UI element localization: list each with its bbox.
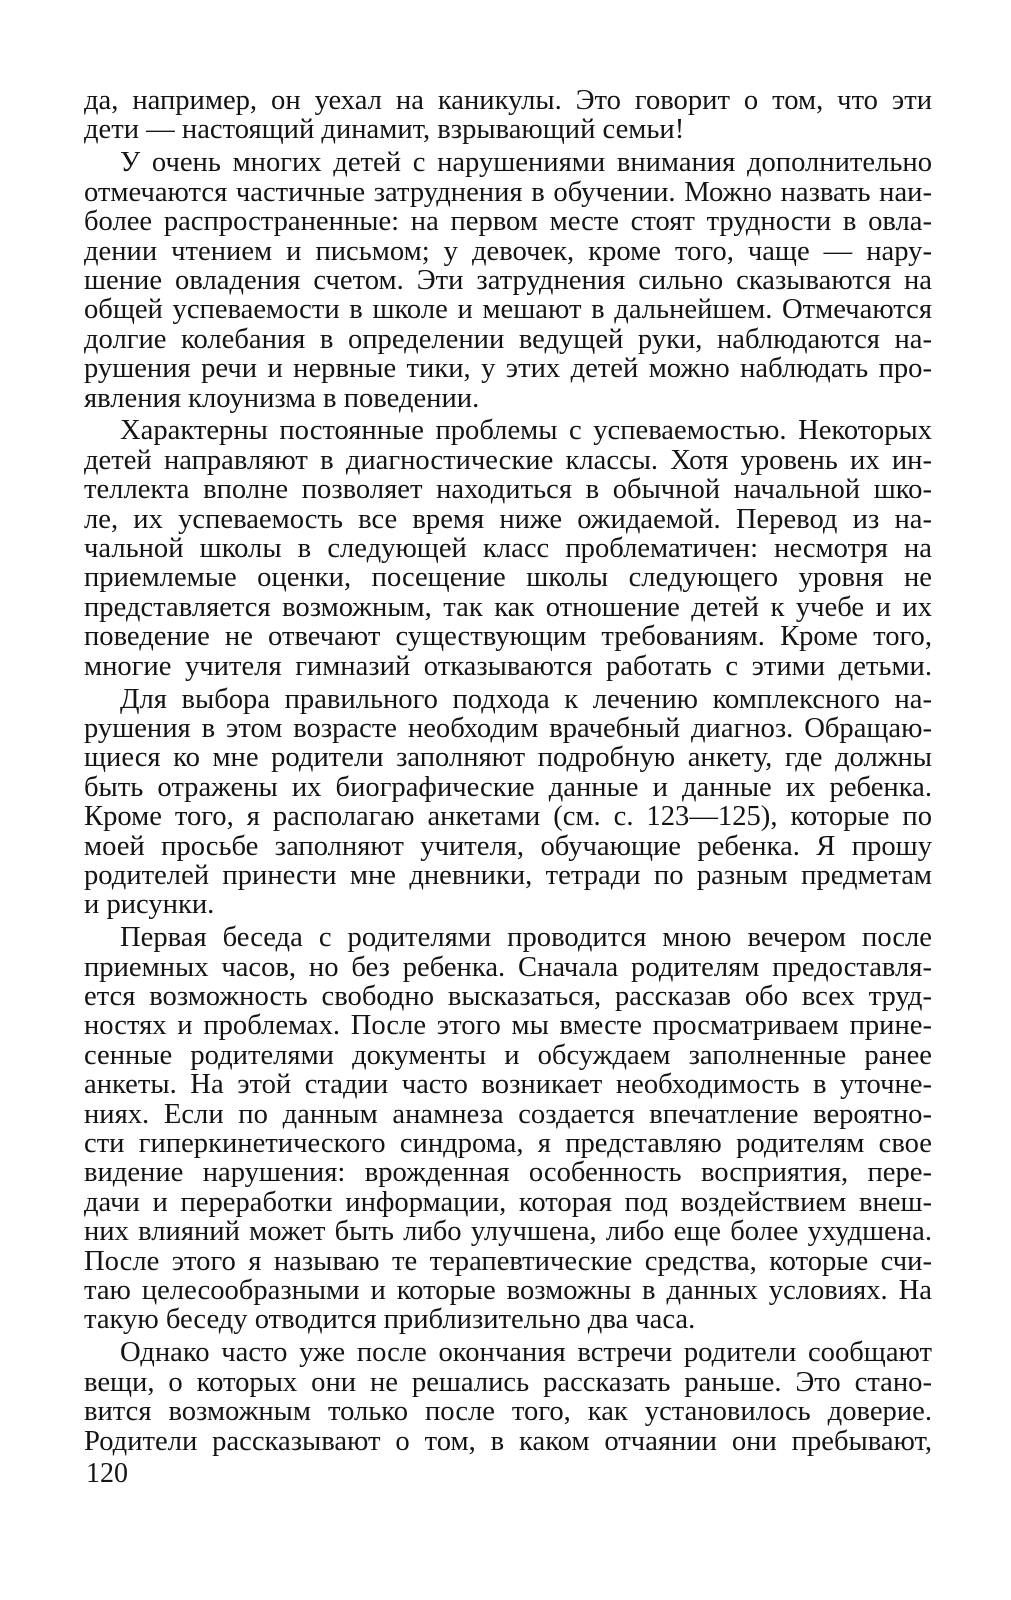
text-line: анкеты. На этой стадии часто возникает необходимость в уточне- (84, 1069, 932, 1101)
text-line: рушения речи и нервные тики, у этих детей можно наблюдать про- (84, 353, 932, 385)
text-line: теллекта вполне позволяет находиться в обычной начальной шко- (84, 474, 932, 506)
text-line: Характерны постоянные проблемы с успеваемостью. Некоторых (120, 415, 932, 447)
text-line: быть отражены их биографические данные и данные их ребенка. (84, 771, 932, 803)
text-line: более распространенные: на первом месте стоят трудности в овла- (84, 206, 932, 238)
text-line: такую беседу отводится приблизительно два часа. (84, 1304, 696, 1336)
text-line: представляется возможным, так как отношение детей к учебе и их (84, 591, 932, 623)
text-line: рушения в этом возрасте необходим врачебный диагноз. Обращаю- (84, 712, 932, 744)
text-line: родителей принести мне дневники, тетради по разным предметам (84, 859, 932, 891)
text-line: таю целесообразными и которые возможны в данных условиях. На (84, 1275, 932, 1306)
text-line: ностях и проблемах. После этого мы вместе просматриваем прине- (84, 1010, 932, 1042)
text-line: ле, их успеваемость все время ниже ожидаемой. Перевод из на- (84, 503, 932, 535)
text-line: них влияний может быть либо улучшена, либо еще более ухудшена. (84, 1216, 932, 1248)
text-line: дети — настоящий динамит, взрывающий семьи! (84, 114, 685, 146)
text-line: Для выбора правильного подхода к лечению комплексного на- (120, 683, 932, 715)
text-line: дачи и переработки информации, которая под воздействием внеш- (84, 1186, 932, 1218)
text-line: долгие колебания в определении ведущей руки, наблюдаются на- (84, 323, 932, 355)
text-line: вещи, о которых они не решались рассказать раньше. Это стано- (84, 1366, 932, 1398)
text-line: отмечаются частичные затруднения в обучении. Можно назвать наи- (84, 176, 932, 208)
text-line: да, например, он уехал на каникулы. Это говорит о том, что эти (84, 85, 932, 116)
text-line: У очень многих детей с нарушениями внимания дополнительно (120, 147, 932, 179)
text-line: Однако часто уже после окончания встречи родители сообщают (120, 1337, 932, 1369)
text-line: сенные родителями документы и обсуждаем заполненные ранее (84, 1039, 932, 1071)
text-line: поведение не отвечают существующим требованиям. Кроме того, (84, 621, 932, 653)
text-line: сти гиперкинетического синдрома, я представляю родителям свое (84, 1128, 932, 1160)
text-line: ниях. Если по данным анамнеза создается впечатление вероятно- (84, 1098, 932, 1130)
text-line: приемных часов, но без ребенка. Сначала родителям предоставля- (84, 951, 932, 983)
page-body (84, 86, 932, 1456)
text-line: щиеся ко мне родители заполняют подробную анкету, где должны (84, 742, 932, 774)
text-line: общей успеваемости в школе и мешают в дальнейшем. Отмечаются (84, 294, 932, 326)
text-line: Кроме того, я располагаю анкетами (см. с. 123—125), которые по (84, 801, 932, 833)
text-line: Родители рассказывают о том, в каком отчаянии они пребывают, (84, 1425, 932, 1457)
text-line: явления клоунизма в поведении. (84, 382, 480, 414)
text-line: шение овладения счетом. Эти затруднения сильно сказываются на (84, 264, 932, 296)
text-line: моей просьбе заполняют учителя, обучающие ребенка. Я прошу (84, 830, 932, 862)
text-line: многие учителя гимназий отказываются работать с этими детьми. (84, 650, 932, 682)
text-line: Первая беседа с родителями проводится мною вечером после (120, 922, 932, 954)
text-line: и рисунки. (84, 889, 215, 921)
text-line: ется возможность свободно высказаться, рассказав обо всех труд- (84, 981, 932, 1013)
text-line: дении чтением и письмом; у девочек, кроме того, чаще — нару- (84, 235, 932, 267)
text-line: чальной школы в следующей класс проблематичен: несмотря на (84, 533, 932, 565)
text-line: детей направляют в диагностические классы. Хотя уровень их ин- (84, 444, 932, 476)
text-line: После этого я называю те терапевтические средства, которые счи- (84, 1245, 932, 1277)
page-number: 120 (86, 1458, 128, 1489)
text-line: видение нарушения: врожденная особенность восприятия, пере- (84, 1157, 932, 1189)
text-line: приемлемые оценки, посещение школы следующего уровня не (84, 562, 932, 594)
text-line: вится возможным только после того, как установилось доверие. (84, 1396, 932, 1428)
